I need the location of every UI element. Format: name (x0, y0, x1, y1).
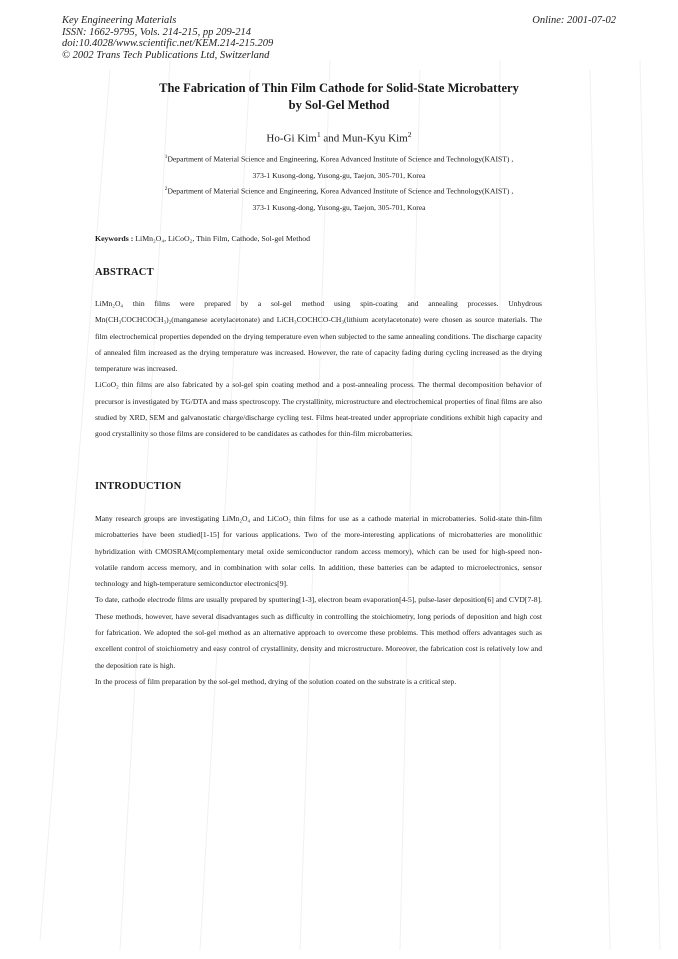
copyright-line: © 2002 Trans Tech Publications Ltd, Switzerland (62, 49, 270, 61)
title-line-2: by Sol-Gel Method (288, 98, 390, 112)
author-2: Mun-Kyu Kim (342, 132, 408, 145)
affiliation-2-line-2: 373-1 Kusong-dong, Yusong-gu, Taejon, 305-701, Korea (252, 202, 426, 212)
keywords (95, 234, 310, 243)
author-1-affil-mark: 1 (316, 130, 321, 139)
citation-header (62, 15, 273, 61)
online-date: Online: 2001-07-02 (532, 15, 616, 26)
author-list (90, 130, 588, 145)
author-1: Ho-Gi Kim (266, 132, 317, 145)
intro-paragraph: In the process of film preparation by the sol-gel method, drying of the solution coated on the substrate is a critical step. (95, 676, 457, 686)
paper-title (90, 80, 588, 114)
intro-paragraph: Many research groups are investigating LiMn₂O₄ and LiCoO₂ thin films for use as a cathode material in microbatteries. Solid-state thin-film microbatteries have been studied[1-15] for various applications. Two of the more-interesting applications of microbatteries are monolithic hybridization with CMOSRAM(complementary metal oxide semiconductor random access memory), which can be used for high-speed non-volatile random access memory, and in combination with solar cells. In addition, these batteries can be adapted to microelectronics, sensor technology and high-temperature semiconductor electronics[9]. (95, 514, 542, 589)
title-line-1: The Fabrication of Thin Film Cathode for Solid-State Microbattery (159, 81, 519, 95)
affiliation-2-mark: 2 (164, 186, 168, 192)
affiliation-2-line-1: Department of Material Science and Engineering, Korea Advanced Institute of Science and Technology(KAIST) , (167, 186, 514, 196)
author-conjunction: and (320, 132, 343, 145)
introduction-heading: INTRODUCTION (95, 481, 182, 492)
keywords-list: LiMn₂O₄, LiCoO₂, Thin Film, Cathode, Sol-gel Method (133, 234, 311, 243)
author-2-affil-mark: 2 (407, 130, 412, 139)
affiliation-1 (80, 149, 598, 184)
affiliation-1-line-2: 373-1 Kusong-dong, Yusong-gu, Taejon, 305-701, Korea (252, 170, 426, 180)
abstract-paragraph: LiCoO₂ thin films are also fabricated by a sol-gel spin coating method and a post-annealing process. The thermal decomposition behavior of precursor is investigated by TG/DTA and mass spectroscopy. The crystallinity, microstructure and electrochemical properties of final films are also studied by XRD, SEM and galvanostatic charge/discharge cycling test. Films heat-treated under appropriate conditions exhibit high capacity and good crystallinity so those films are considered to be candidates as cathodes for thin-film microbatteries. (95, 380, 542, 439)
abstract-paragraph: LiMn₂O₄ thin films were prepared by a sol-gel method using spin-coating and annealing processes. Unhydrous Mn(CH₃COCHCOCH₃)₂(manganese acetylacetonate) and LiCH₃COCHCO-CH₃(lithium acetylacetonate) were chosen as source materials. The film electrochemical properties depended on the drying temperature even when subjected to the same annealing conditions. The discharge capacity of annealed film increased as the drying temperature was increased. However, the rate of capacity fading during cycling increased as the drying temperature was increased. (95, 299, 542, 374)
affiliation-1-mark: 1 (164, 154, 168, 160)
abstract-body (95, 296, 542, 443)
abstract-heading: ABSTRACT (95, 267, 154, 278)
keywords-label: Keywords : (95, 234, 134, 243)
issn-line: ISSN: 1662-9795, Vols. 214-215, pp 209-214 (62, 26, 251, 38)
affiliation-1-line-1: Department of Material Science and Engineering, Korea Advanced Institute of Science and Technology(KAIST) , (167, 154, 514, 164)
introduction-body (95, 511, 542, 690)
affiliation-2 (80, 181, 598, 216)
doi-line[interactable]: doi:10.4028/www.scientific.net/KEM.214-215.209 (62, 38, 274, 49)
intro-paragraph: To date, cathode electrode films are usually prepared by sputtering[1-3], electron beam evaporation[4-5], pulse-laser deposition[6] and CVD[7-8]. These methods, however, have several disadvantages such as difficulty in controlling the stoichiometry, long periods of deposition and high cost for fabrication. We adopted the sol-gel method as an alternative approach to overcome these problems. This method offers advantages such as excellent control of stoichiometry and easy control of crystallinity, density and microstructure. Moreover, the fabrication cost is relatively low and the deposition rate is high. (95, 595, 542, 670)
journal-name: Key Engineering Materials (62, 15, 177, 26)
